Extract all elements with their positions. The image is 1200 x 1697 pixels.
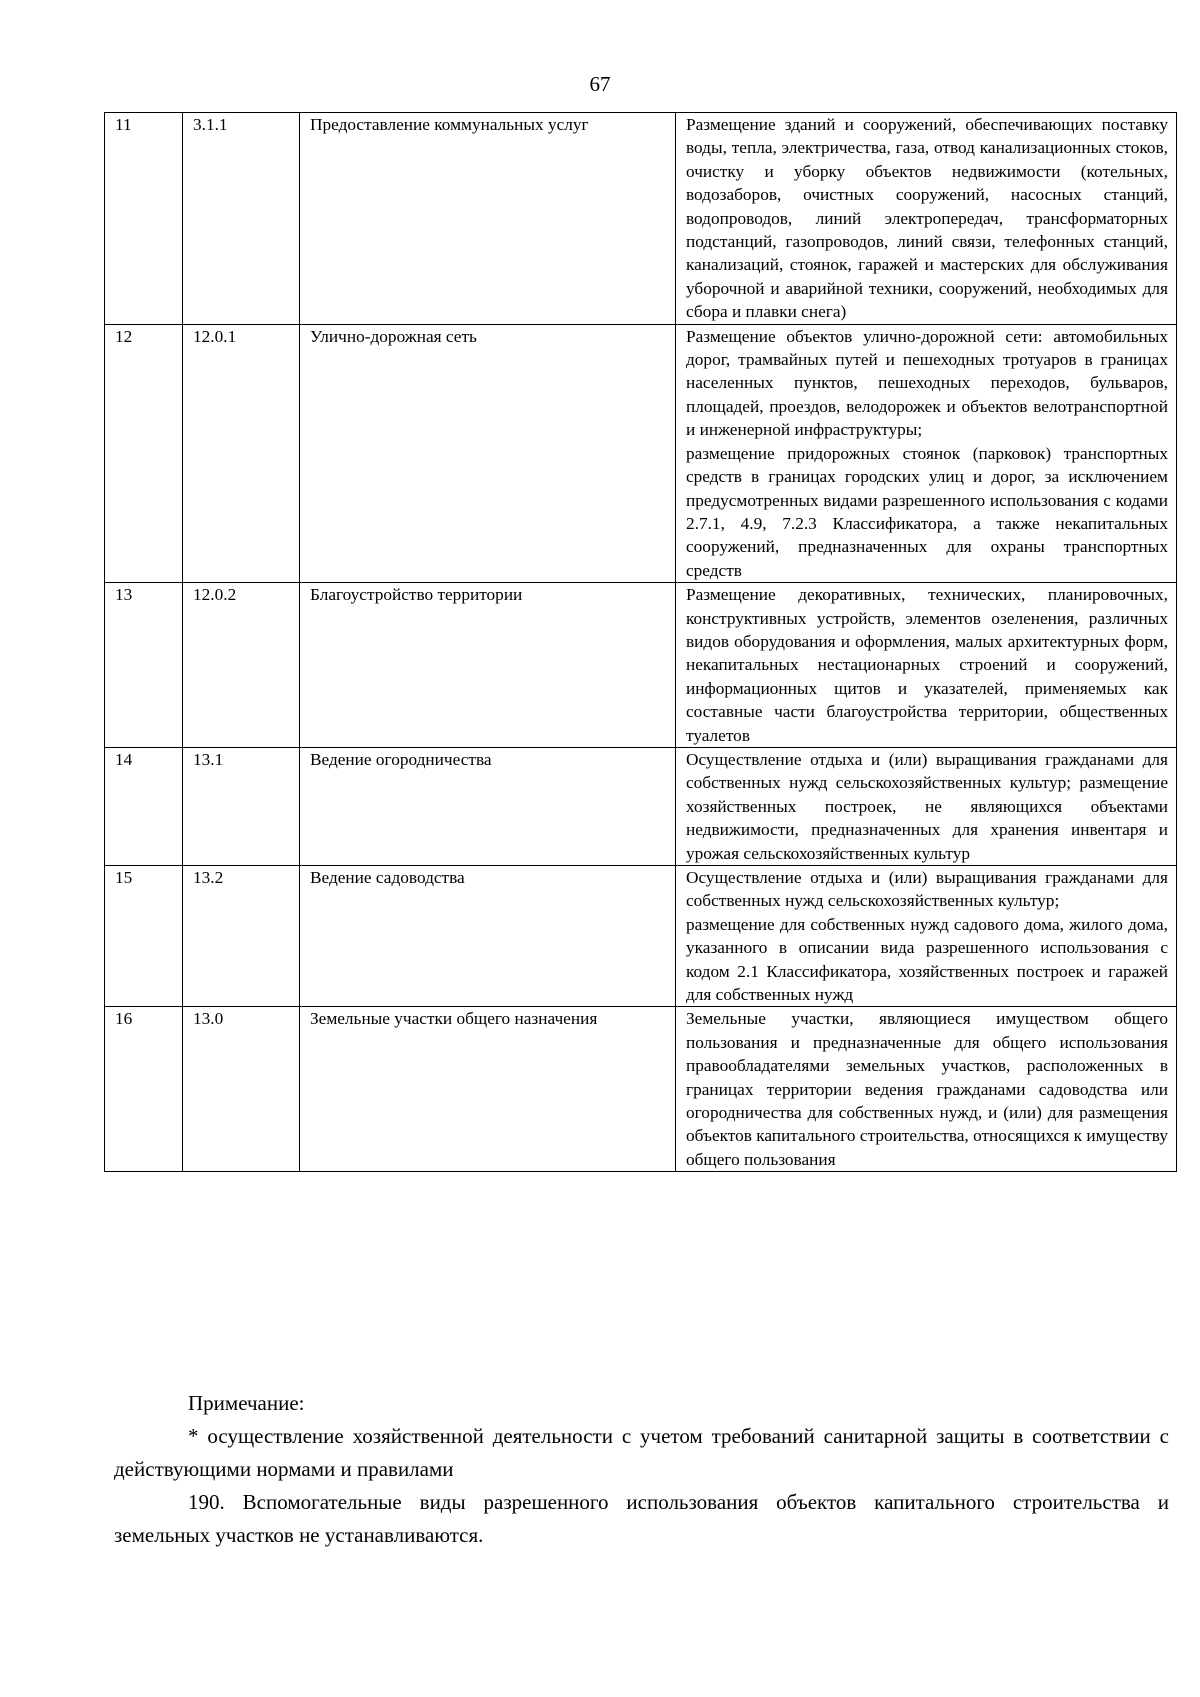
row-number: 13 [105,583,183,748]
description-paragraph: Осуществление отдыха и (или) выращивания гражданами для собственных нужд сельскохозяйственных культур; [686,868,1168,911]
table-row [105,113,1177,325]
land-use-table [104,112,1177,1172]
row-code: 12.0.2 [183,583,300,748]
row-name: Благоустройство территории [300,583,676,748]
row-code: 13.0 [183,1007,300,1172]
table-row [105,747,1177,865]
table-row [105,866,1177,1007]
row-number: 15 [105,866,183,1007]
row-code: 13.2 [183,866,300,1007]
row-name: Предоставление коммунальных услуг [300,113,676,325]
row-number: 16 [105,1007,183,1172]
table-row [105,324,1177,582]
row-number: 14 [105,747,183,865]
note-title: Примечание: [188,1391,305,1415]
description-paragraph: Размещение объектов улично-дорожной сети: автомобильных дорог, трамвайных путей и пешеходных тротуаров в границах населенных пунктов, пешеходных переходов, бульваров, площадей, проездов, велодорожек и объектов велотранспортной и инженерной инфраструктуры; [686,326,1168,440]
description-paragraph: Размещение декоративных, технических, планировочных, конструктивных устройств, элементов озеленения, различных видов оборудования и оформления, малых архитектурных форм, некапитальных нестационарных строений и сооружений, информационных щитов и указателей, применяемых как составные части благоустройства территории, общественных туалетов [686,585,1168,745]
row-number: 12 [105,324,183,582]
row-description [676,866,1177,1007]
description-paragraph: размещение для собственных нужд садового дома, жилого дома, указанного в описании вида разрешенного использования с кодом 2.1 Классификатора, хозяйственных построек и гаражей для собственных нужд [686,914,1168,1005]
row-code: 12.0.1 [183,324,300,582]
paragraph-190: 190. Вспомогательные виды разрешенного использования объектов капитального строительства и земельных участков не устанавливаются. [114,1490,1169,1547]
row-code: 13.1 [183,747,300,865]
table-body [105,113,1177,1172]
row-name: Земельные участки общего назначения [300,1007,676,1172]
row-description [676,324,1177,582]
description-paragraph: Осуществление отдыха и (или) выращивания гражданами для собственных нужд сельскохозяйственных культур; размещение хозяйственных построек, не являющихся объектами недвижимости, предназначенных для хранения инвентаря и урожая сельскохозяйственных культур [686,749,1168,863]
row-number: 11 [105,113,183,325]
description-paragraph: размещение придорожных стоянок (парковок) транспортных средств в границах городских улиц и дорог, за исключением предусмотренных видами разрешенного использования с кодами 2.7.1, 4.9, 7.2.3 Классификатора, а также некапитальных сооружений, предназначенных для охраны транспортных средств [686,443,1168,580]
row-name: Улично-дорожная сеть [300,324,676,582]
row-name: Ведение садоводства [300,866,676,1007]
table-row [105,583,1177,748]
row-description [676,113,1177,325]
row-name: Ведение огородничества [300,747,676,865]
table-row [105,1007,1177,1172]
description-paragraph: Размещение зданий и сооружений, обеспечивающих поставку воды, тепла, электричества, газа, отвод канализационных стоков, очистку и уборку объектов недвижимости (котельных, водозаборов, очистных сооружений, насосных станций, водопроводов, линий электропередач, трансформаторных подстанций, газопроводов, линий связи, телефонных станций, канализаций, стоянок, гаражей и мастерских для обслуживания уборочной и аварийной техники, сооружений, необходимых для сбора и плавки снега) [686,115,1168,322]
note-text: * осуществление хозяйственной деятельности с учетом требований санитарной защиты в соответствии с действующими нормами и правилами [114,1424,1169,1481]
page-number: 67 [589,72,611,96]
description-paragraph: Земельные участки, являющиеся имуществом общего пользования и предназначенные для общего использования правообладателями земельных участков, расположенных в границах территории ведения гражданами садоводства или огородничества для собственных нужд, и (или) для размещения объектов капитального строительства, относящихся к имуществу общего пользования [686,1009,1168,1169]
row-description [676,1007,1177,1172]
row-description [676,747,1177,865]
row-description [676,583,1177,748]
row-code: 3.1.1 [183,113,300,325]
note-block [114,1387,1169,1552]
